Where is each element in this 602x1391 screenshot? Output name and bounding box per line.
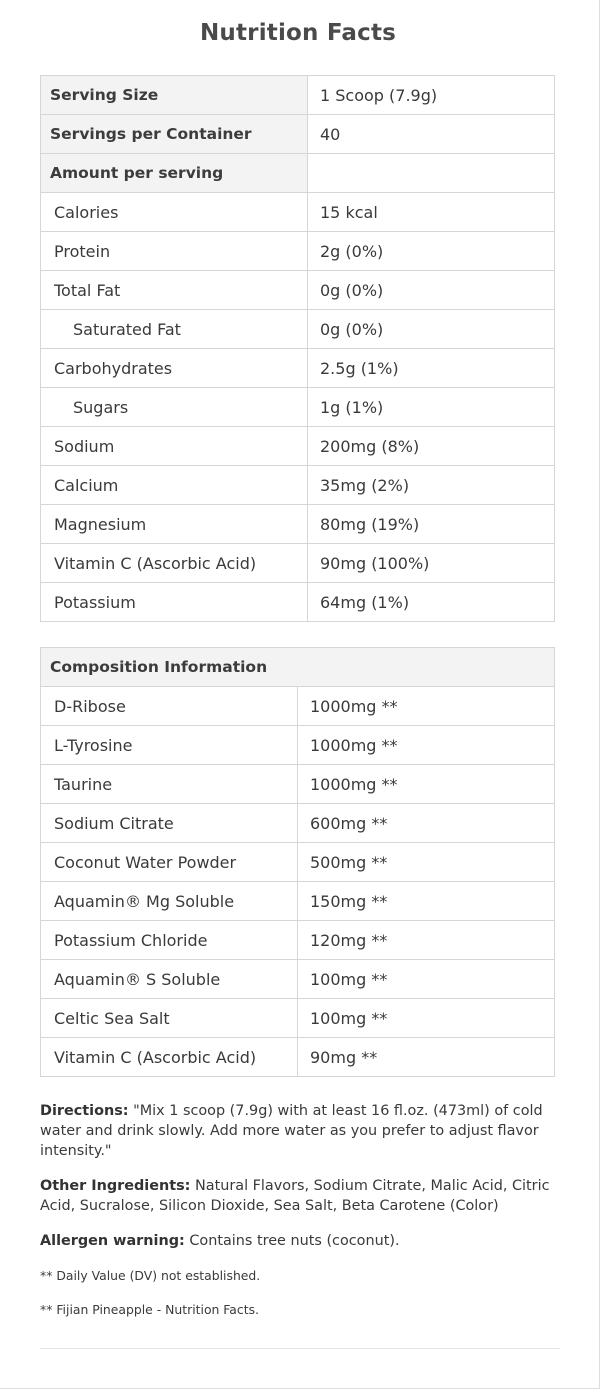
ingredient-value: 100mg ** (298, 999, 555, 1038)
ingredient-label: Celtic Sea Salt (41, 999, 298, 1038)
table-row (41, 310, 555, 349)
table-row (41, 349, 555, 388)
composition-header: Composition Information (41, 648, 555, 687)
nutrient-value: 2g (0%) (308, 232, 555, 271)
directions-paragraph (40, 1101, 560, 1161)
amount-per-serving-blank (308, 154, 555, 193)
ingredient-label: Aquamin® S Soluble (41, 960, 298, 999)
page-title: Nutrition Facts (199, 20, 397, 46)
table-row-composition-header (41, 648, 555, 687)
table-row (41, 388, 555, 427)
table-row (41, 921, 555, 960)
table-row (41, 999, 555, 1038)
table-row (41, 466, 555, 505)
nutrient-label: Carbohydrates (41, 349, 308, 388)
nutrient-label: Calories (41, 193, 308, 232)
table-row-amount-header (41, 154, 555, 193)
nutrient-value: 80mg (19%) (308, 505, 555, 544)
allergen-label: Allergen warning: (40, 1233, 185, 1249)
other-ingredients-paragraph (40, 1176, 560, 1216)
ingredient-value: 1000mg ** (298, 687, 555, 726)
footnote-daily-value: ** Daily Value (DV) not established. (40, 1268, 261, 1283)
other-ingredients-text: Natural Flavors, Sodium Citrate, Malic Acid, Citric Acid, Sucralose, Silicon Dioxide, Sea Salt, Beta Carotene (Color) (40, 1178, 550, 1214)
ingredient-label: D-Ribose (41, 687, 298, 726)
table-row (41, 232, 555, 271)
table-row (41, 193, 555, 232)
nutrient-value: 200mg (8%) (308, 427, 555, 466)
divider (40, 1348, 560, 1349)
nutrient-label: Magnesium (41, 505, 308, 544)
ingredient-value: 500mg ** (298, 843, 555, 882)
ingredient-value: 600mg ** (298, 804, 555, 843)
nutrient-value: 90mg (100%) (308, 544, 555, 583)
ingredient-label: Coconut Water Powder (41, 843, 298, 882)
nutrient-label: Total Fat (41, 271, 308, 310)
servings-value: 40 (308, 115, 555, 154)
table-row (41, 765, 555, 804)
ingredient-label: L-Tyrosine (41, 726, 298, 765)
table-row (41, 960, 555, 999)
nutrient-label: Sodium (41, 427, 308, 466)
table-row (41, 726, 555, 765)
nutrient-sub-label: Saturated Fat (41, 310, 308, 349)
nutrient-label: Protein (41, 232, 308, 271)
table-row (41, 427, 555, 466)
nutrient-value: 0g (0%) (308, 310, 555, 349)
nutrient-value: 64mg (1%) (308, 583, 555, 622)
composition-table (40, 647, 555, 1077)
table-row (41, 882, 555, 921)
ingredient-value: 120mg ** (298, 921, 555, 960)
serving-size-value: 1 Scoop (7.9g) (308, 76, 555, 115)
ingredient-label: Vitamin C (Ascorbic Acid) (41, 1038, 298, 1077)
nutrient-value: 0g (0%) (308, 271, 555, 310)
footnote-product: ** Fijian Pineapple - Nutrition Facts. (40, 1302, 259, 1317)
allergen-text: Contains tree nuts (coconut). (184, 1233, 400, 1249)
ingredient-value: 1000mg ** (298, 726, 555, 765)
table-row (41, 505, 555, 544)
ingredient-label: Potassium Chloride (41, 921, 298, 960)
ingredient-value: 1000mg ** (298, 765, 555, 804)
ingredient-value: 100mg ** (298, 960, 555, 999)
nutrient-value: 15 kcal (308, 193, 555, 232)
table-row (41, 843, 555, 882)
nutrient-value: 2.5g (1%) (308, 349, 555, 388)
product-notes (40, 1101, 560, 1334)
nutrient-label: Vitamin C (Ascorbic Acid) (41, 544, 308, 583)
table-row (41, 804, 555, 843)
allergen-paragraph (40, 1231, 560, 1251)
directions-label: Directions: (40, 1103, 129, 1119)
ingredient-label: Sodium Citrate (41, 804, 298, 843)
nutrient-value: 35mg (2%) (308, 466, 555, 505)
ingredient-label: Taurine (41, 765, 298, 804)
directions-text: "Mix 1 scoop (7.9g) with at least 16 fl.oz. (473ml) of cold water and drink slowly. Add more water as you prefer to adjust flavor intensity." (40, 1103, 543, 1159)
table-row-serving-size (41, 76, 555, 115)
table-row (41, 271, 555, 310)
serving-size-label: Serving Size (41, 76, 308, 115)
table-row-servings (41, 115, 555, 154)
table-row (41, 544, 555, 583)
ingredient-value: 90mg ** (298, 1038, 555, 1077)
table-row (41, 1038, 555, 1077)
nutrient-value: 1g (1%) (308, 388, 555, 427)
nutrient-sub-label: Sugars (41, 388, 308, 427)
servings-label: Servings per Container (41, 115, 308, 154)
ingredient-label: Aquamin® Mg Soluble (41, 882, 298, 921)
ingredient-value: 150mg ** (298, 882, 555, 921)
nutrient-label: Potassium (41, 583, 308, 622)
amount-per-serving-label: Amount per serving (41, 154, 308, 193)
nutrition-facts-table (40, 75, 555, 622)
nutrient-label: Calcium (41, 466, 308, 505)
table-row (41, 583, 555, 622)
other-ingredients-label: Other Ingredients: (40, 1178, 191, 1194)
table-row (41, 687, 555, 726)
